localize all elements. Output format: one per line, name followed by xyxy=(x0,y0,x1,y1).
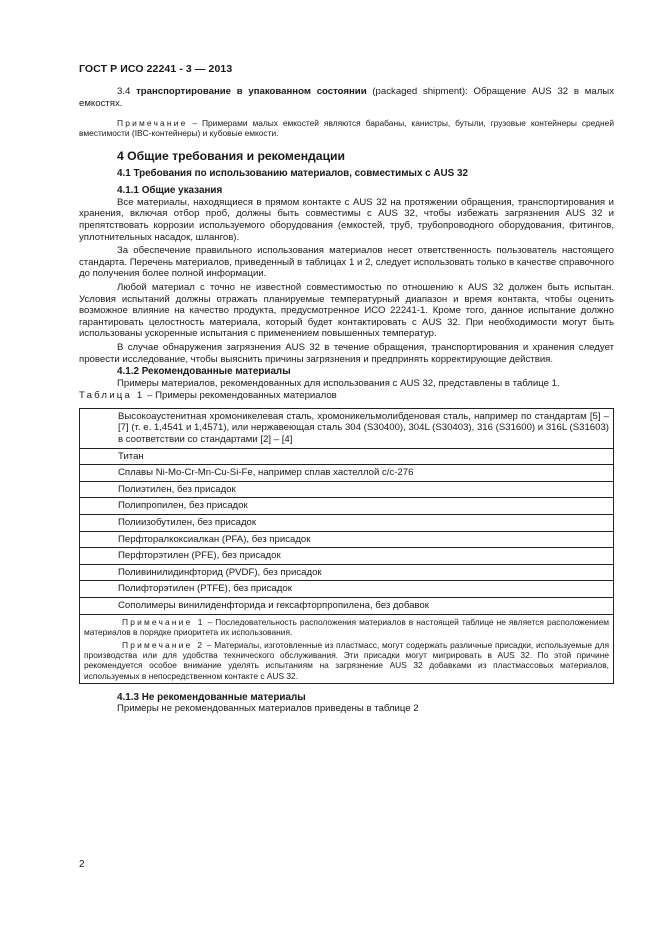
section-3-4 xyxy=(79,86,614,109)
table-row xyxy=(80,465,614,482)
table-row xyxy=(80,448,614,465)
table-row xyxy=(80,481,614,498)
table-notes-row xyxy=(80,614,614,683)
table-cell: Сополимеры винилиденфторида и гексафторпропилена, без добавок xyxy=(80,598,614,615)
table-note-text: – Материалы, изготовленные из пластмасс, могут содержать различные присадки, используемые для производства или для удобства технического обслуживания. Эти присадки могут мигрировать в AUS 32. По этой причине рекомендуется особое внимание уделять испытаниям на загрязнение AUS 32 добавками из пластмассовых материалов, используемых в непосредственном контакте с AUS 32. xyxy=(84,640,610,681)
table-row xyxy=(80,564,614,581)
section-4-1-3-title: 4.1.3 Не рекомендованные материалы xyxy=(117,691,306,703)
paragraph: Примеры материалов, рекомендованных для использования с AUS 32, представлены в таблице 1. xyxy=(117,377,560,389)
page-content xyxy=(79,86,614,715)
table-caption-text: – Примеры рекомендованных материалов xyxy=(144,390,337,402)
table-cell: Перфторалкоксиалкан (PFA), без присадок xyxy=(80,531,614,548)
note-label: Примечание xyxy=(117,118,188,129)
section-3-4-term: транспортирование в упакованном состоянии xyxy=(136,86,367,97)
table-cell: Полиизобутилен, без присадок xyxy=(80,515,614,532)
paragraph: В случае обнаружения загрязнения AUS 32 в течение обращения, транспортирования и хранения следует провести исследование, чтобы выяснить причины загрязнения и предпринять корректирующие действия. xyxy=(79,341,614,365)
table-cell: Полипропилен, без присадок xyxy=(80,498,614,515)
section-4-title: 4 Общие требования и рекомендации xyxy=(117,148,346,163)
section-4-1-1-title: 4.1.1 Общие указания xyxy=(117,185,223,197)
paragraph: Все материалы, находящиеся в прямом контакте с AUS 32 на протяжении обращения, транспортирования и хранения, включая отбор проб, должны быть совместимы с AUS 32, чтобы избежать загрязнения AUS 32 и препятствовать коррозии используемого оборудования (емкостей, труб, трубопроводного оборудования, фитингов, уплотнительных насадок, шлангов). xyxy=(79,196,614,243)
table-1-caption xyxy=(79,390,614,402)
section-3-4-definition: (packaged shipment): Обращение AUS 32 в малых емкостях. xyxy=(79,86,614,109)
paragraph: Примеры не рекомендованных материалов приведены в таблице 2 xyxy=(117,703,419,715)
document-header: ГОСТ Р ИСО 22241 - 3 — 2013 xyxy=(79,63,233,75)
section-4-1-title: 4.1 Требования по использованию материалов, совместимых с AUS 32 xyxy=(117,167,468,179)
table-1 xyxy=(79,408,614,684)
table-cell: Полифторэтилен (PTFE), без присадок xyxy=(80,581,614,598)
paragraph: Любой материал с точно не известной совместимостью по отношению к AUS 32 должен быть испытан. Условия испытаний должны отражать планируемые температурный диапазон и время контакта, чтобы оценить возможное влияние на качество продукта, предусмотренное ИСО 22241-1. Кроме того, данное испытание должно гарантировать целостность материала, который будет контактировать с AUS 32. При необходимости могут быть использованы ускоренные испытания с применением повышенных температур. xyxy=(79,281,614,340)
table-notes-cell xyxy=(80,614,614,683)
table-caption-label: Таблица 1 xyxy=(79,390,145,402)
note-3-4 xyxy=(79,118,614,138)
note-text: – Примерами малых емкостей являются барабаны, канистры, бутыли, грузовые контейнеры средней вместимости (IBC-контейнеры) и кубовые емкости. xyxy=(79,118,615,139)
table-cell: Поливинилидинфторид (PVDF), без присадок xyxy=(80,564,614,581)
paragraph: За обеспечение правильного использования материалов несет ответственность пользователь настоящего стандарта. Перечень материалов, приведенный в таблицах 1 и 2, следует использовать только в качестве справочного до получения более полной информации. xyxy=(79,245,614,280)
table-note-text: – Последовательность расположения материалов в настоящей таблице не является расположением материалов в порядке приоритета их использования. xyxy=(84,616,610,637)
table-cell: Перфторэтилен (PFE), без присадок xyxy=(80,548,614,565)
table-note-2 xyxy=(84,640,609,681)
table-row xyxy=(80,581,614,598)
page-number: 2 xyxy=(79,859,85,870)
table-row xyxy=(80,548,614,565)
table-note-label: Примечание 2 xyxy=(122,640,205,650)
table-cell: Высокоаустенитная хромоникелевая сталь, хромоникельмолибденовая сталь, например по стандартам [5] – [7] (т. е. 1,4541 и 1,4571), или нержавеющая сталь 304 (S30400), 304L (S30403), 316 (S31600) и 316L (S31603) в соответствии со стандартами [2] – [4] xyxy=(80,408,614,448)
section-3-4-number: 3.4 xyxy=(117,86,131,97)
table-row xyxy=(80,515,614,532)
table-note-label: Примечание 1 xyxy=(122,616,205,627)
table-row xyxy=(80,598,614,615)
table-cell: Сплавы Ni-Mo-Cr-Mn-Cu-Si-Fe, например сплав хастеллой с/с-276 xyxy=(80,465,614,482)
table-cell: Полиэтилен, без присадок xyxy=(80,481,614,498)
table-cell: Титан xyxy=(80,448,614,465)
table-row xyxy=(80,498,614,515)
table-row xyxy=(80,531,614,548)
section-4-1-2-title: 4.1.2 Рекомендованные материалы xyxy=(117,366,291,378)
table-note-1 xyxy=(84,617,609,637)
table-row xyxy=(80,408,614,448)
